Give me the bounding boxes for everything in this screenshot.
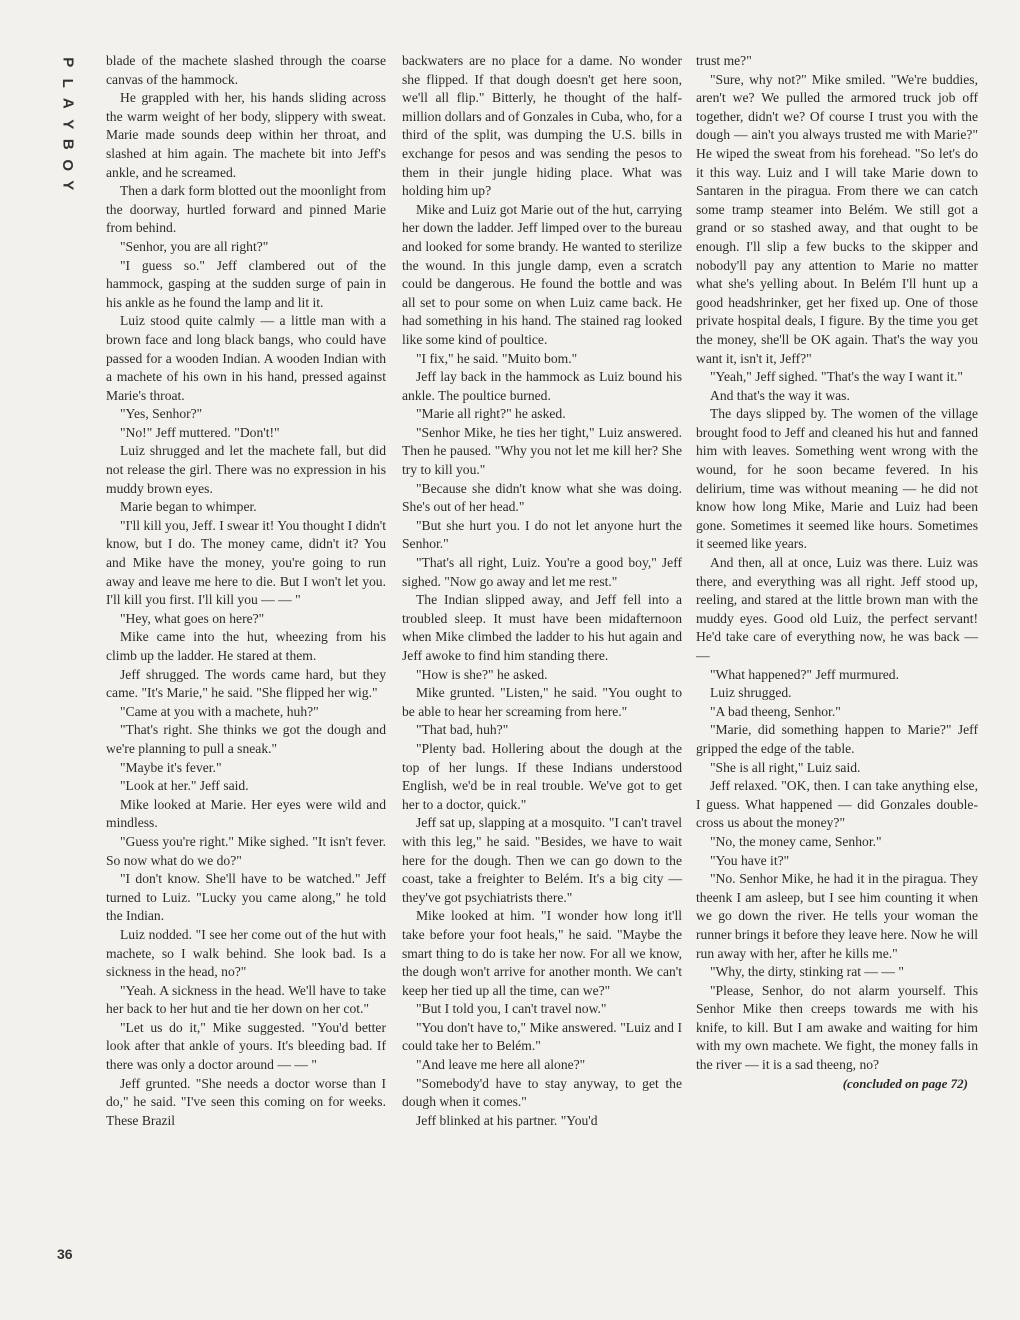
article-paragraph: "Sure, why not?" Mike smiled. "We're buddies, aren't we? We pulled the armored truck job off together, didn't we? Of course I trust you with the dough — ain't you always trusted me with Marie?" He wiped the sweat from his forehead. "So let's do it this way. Luiz and I will take Marie down to Santaren in the piragua. From there we can catch some tramp steamer into Belém. We still got a grand or so stashed away, and that ought to be enough. I'll slip a few bucks to the skipper and nobody'll pay any attention to Marie no matter what she's yelling about. In Belém I'll hunt up a good headshrinker, get her fixed up. One of those private hospital deals, I figure. By the time you get the money, she'll be OK again. That's the way you want it, isn't it, Jeff?"	[696, 71, 978, 366]
article-paragraph: "Let us do it," Mike suggested. "You'd better look after that ankle of yours. It's bleeding bad. If there was only a doctor around — — "	[106, 1019, 386, 1073]
article-paragraph: Marie began to whimper.	[120, 499, 257, 515]
article-paragraph: "A bad theeng, Senhor."	[710, 703, 841, 719]
article-paragraph: Then a dark form blotted out the moonlight from the doorway, hurtled forward and pinned Marie from behind.	[106, 183, 386, 236]
article-paragraph: Luiz stood quite calmly — a little man with a brown face and long black bangs, who could have passed for a wooden Indian. A wooden Indian with a machete of his own in his hand, pressed against Marie's throat.	[106, 313, 386, 403]
article-paragraph: Mike came into the hut, wheezing from his climb up the ladder. He stared at them.	[106, 629, 386, 663]
article-paragraph: "Marie, did something happen to Marie?" Jeff gripped the edge of the table.	[696, 722, 978, 756]
article-paragraph: "I fix," he said. "Muito bom."	[416, 350, 578, 366]
magazine-letter: B	[59, 138, 77, 150]
article-paragraph: Mike looked at him. "I wonder how long it'll take before your foot heals," he said. "Maybe the smart thing to do is take her now. For all we know, the dough won't arrive for another month. We can't keep her tied up all the time, can we?"	[402, 908, 682, 998]
article-paragraph: Luiz shrugged.	[710, 685, 792, 701]
article-paragraph: blade of the machete slashed through the coarse canvas of the hammock.	[106, 53, 386, 87]
article-paragraph: Mike grunted. "Listen," he said. "You ought to be able to hear her screaming from here."	[402, 685, 682, 719]
article-paragraph: "That's right. She thinks we got the dough and we're planning to pull a sneak."	[106, 722, 386, 756]
magazine-letter: Y	[59, 180, 77, 191]
article-paragraph: "Yes, Senhor?"	[120, 406, 203, 422]
article-paragraph: "Marie all right?" he asked.	[416, 406, 566, 422]
article-paragraph: "Look at her." Jeff said.	[120, 778, 249, 794]
article-paragraph: "That's all right, Luiz. You're a good boy," Jeff sighed. "Now go away and let me rest."	[402, 555, 682, 589]
text-column-2	[402, 52, 682, 1130]
article-paragraph: Mike and Luiz got Marie out of the hut, carrying her down the ladder. Jeff limped over to the bureau and looked for some brandy. He wanted to sterilize the wound. In this jungle damp, even a scratch could be dangerous. He found the bottle and was all set to pour some on when Luiz came back. He had something in his hand. The stained rag looked like some kind of poultice.	[402, 201, 682, 347]
article-paragraph: "No. Senhor Mike, he had it in the piragua. They theenk I am asleep, but I see him counting it when we go down the river. He tells your woman the runner brings it before they leave here. Now he will run away with her, after he kills me."	[696, 871, 978, 961]
article-paragraph: "Senhor Mike, he ties her tight," Luiz answered. Then he paused. "Why you not let me kill her? She try to kill you."	[402, 424, 682, 478]
article-paragraph: "I don't know. She'll have to be watched." Jeff turned to Luiz. "Lucky you came along," he told the Indian.	[106, 871, 386, 924]
article-paragraph: He grappled with her, his hands sliding across the warm weight of her body, slippery with sweat. Marie made sounds deep within her throat, and slashed at him again. The machete bit into Jeff's ankle, and he screamed.	[106, 90, 386, 180]
article-paragraph: The days slipped by. The women of the village brought food to Jeff and cleaned his hut and fanned him with leaves. Something went wrong with the wound, for he soon became fevered. In his delirium, time was without meaning — he did not know how long Mike, Marie and Luiz had been gone. Sometimes it seemed like hours. Sometimes it seemed like years.	[696, 406, 978, 552]
continued-notice: (concluded on page 72)	[842, 1075, 968, 1091]
article-paragraph: trust me?"	[696, 53, 752, 68]
article-paragraph: Jeff blinked at his partner. "You'd	[416, 1112, 598, 1128]
article-paragraph: "Maybe it's fever."	[120, 759, 222, 775]
article-paragraph: "That bad, huh?"	[416, 722, 509, 738]
article-paragraph: "Yeah," Jeff sighed. "That's the way I want it."	[710, 369, 963, 385]
article-paragraph: Luiz shrugged and let the machete fall, but did not release the girl. There was no expression in his muddy brown eyes.	[106, 443, 386, 496]
article-paragraph: "Yeah. A sickness in the head. We'll have to take her back to her hut and tie her down on her cot."	[106, 982, 386, 1017]
article-paragraph: "Please, Senhor, do not alarm yourself. This Senhor Mike then creeps towards me with his knife, to kill. But I am awake and waiting for him with my own machete. We fight, the money falls in the river — it is a sad theeng, no?	[696, 982, 978, 1073]
article-paragraph: Jeff sat up, slapping at a mosquito. "I can't travel with this leg," he said. "Besides, we have to wait here for the dough. Then we can go down to the coast, take a freighter to Belém. It's a big city — they've got psychiatrists there."	[402, 815, 682, 905]
article-paragraph: "I guess so." Jeff clambered out of the hammock, gasping at the sudden surge of pain in his ankle as he found the lamp and lit it.	[106, 257, 386, 310]
text-column-1	[106, 52, 386, 1130]
article-paragraph: "But I told you, I can't travel now."	[416, 1001, 607, 1017]
article-paragraph: backwaters are no place for a dame. No wonder she flipped. If that dough doesn't get here soon, we'll all flip." Bitterly, he thought of the half-million dollars and of Gonzales in Cuba, who, for a third of the split, was dumping the U.S. bills in exchange for pesos and was sending the pesos to them in their jungle hiding place. What was holding him up?	[402, 53, 682, 199]
article-paragraph: "No!" Jeff muttered. "Don't!"	[120, 424, 280, 440]
article-paragraph: Jeff shrugged. The words came hard, but they came. "It's Marie," he said. "She flipped her wig."	[106, 666, 386, 701]
article-paragraph: And that's the way it was.	[710, 387, 850, 403]
article-paragraph: Jeff grunted. "She needs a doctor worse than I do," he said. "I've seen this coming on for weeks. These Brazil	[106, 1075, 386, 1128]
article-paragraph: Jeff lay back in the hammock as Luiz bound his ankle. The poultice burned.	[402, 369, 682, 403]
magazine-name-vertical	[55, 52, 79, 196]
magazine-letter: L	[59, 78, 77, 88]
article-paragraph: "You have it?"	[710, 852, 790, 868]
article-paragraph: Mike looked at Marie. Her eyes were wild and mindless.	[106, 796, 386, 831]
article-paragraph: "Somebody'd have to stay anyway, to get the dough when it comes."	[402, 1075, 682, 1110]
article-paragraph: "I'll kill you, Jeff. I swear it! You thought I didn't know, but I do. The money came, didn't it? You and Mike have the money, you're going to run away and leave me here to die. But I won't let you. I'll kill you first. I'll kill you — — "	[106, 517, 386, 608]
article-paragraph: "Came at you with a machete, huh?"	[120, 703, 319, 719]
text-column-3	[696, 52, 978, 1093]
article-paragraph: The Indian slipped away, and Jeff fell into a troubled sleep. It must have been midafternoon when Mike climbed the ladder to his hut again and Jeff awoke to find him standing there.	[402, 592, 682, 663]
article-paragraph: "Senhor, you are all right?"	[120, 238, 269, 254]
magazine-letter: P	[59, 57, 77, 68]
article-paragraph: "How is she?" he asked.	[416, 666, 548, 682]
article-paragraph: "What happened?" Jeff murmured.	[710, 666, 900, 682]
article-paragraph: "Guess you're right." Mike sighed. "It isn't fever. So now what do we do?"	[106, 833, 386, 868]
article-paragraph: "Hey, what goes on here?"	[120, 610, 265, 626]
article-paragraph: "Because she didn't know what she was doing. She's out of her head."	[402, 480, 682, 515]
article-paragraph: Luiz nodded. "I see her come out of the hut with machete, so I walk behind. She look bad. Is a sickness in the head, no?"	[106, 926, 386, 980]
article-paragraph: "But she hurt you. I do not let anyone hurt the Senhor."	[402, 517, 682, 552]
article-paragraph: Jeff relaxed. "OK, then. I can take anything else, I guess. What happened — did Gonzales double-cross us about the money?"	[696, 778, 978, 831]
article-paragraph: "Why, the dirty, stinking rat — — "	[710, 964, 904, 980]
article-paragraph: "She is all right," Luiz said.	[710, 759, 861, 775]
article-paragraph: "And leave me here all alone?"	[416, 1057, 586, 1073]
page-number: 36	[57, 1246, 73, 1262]
article-paragraph: "You don't have to," Mike answered. "Luiz and I could take her to Belém."	[402, 1019, 682, 1054]
article-paragraph: "No, the money came, Senhor."	[710, 833, 882, 849]
magazine-letter: Y	[59, 118, 77, 129]
article-paragraph: And then, all at once, Luiz was there. Luiz was there, and everything was all right. Jeff stood up, reeling, and stared at the little brown man with the muddy eyes. Good old Luiz, the perfect servant! He'd take care of everything now, he was back — —	[696, 555, 978, 663]
article-paragraph: "Plenty bad. Hollering about the dough at the top of her lungs. If these Indians understood English, we'd be in real trouble. We've got to get her to a doctor, quick."	[402, 740, 682, 812]
magazine-letter: O	[59, 158, 77, 171]
magazine-letter: A	[59, 97, 77, 109]
